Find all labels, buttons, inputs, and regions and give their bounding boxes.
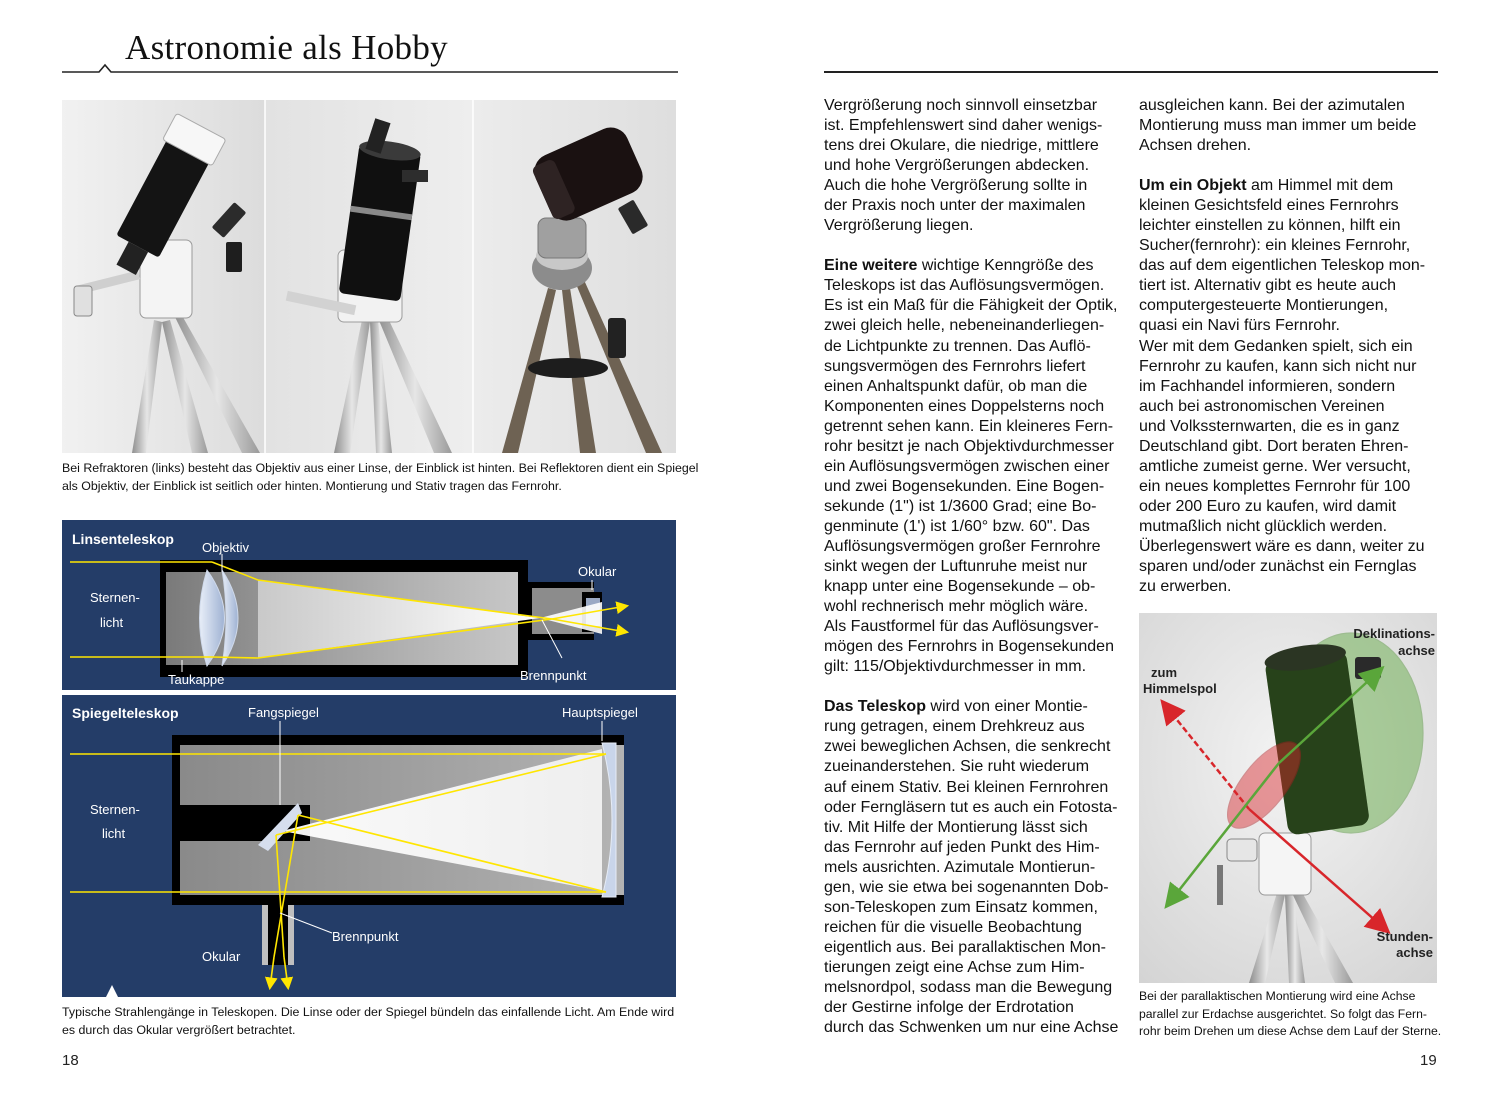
- paragraph: Vergrößerung noch sinnvoll einsetzbar ist. Empfehlenswert sind daher wenigs- tens drei Okulare, die niedrige, mittlere und hohe Vergrößerungen abdecken. Auch die hohe Vergrößerung sollte in der Praxis noch unter der maximalen Vergrößerung liegen.: [824, 97, 1103, 235]
- telescope-photos-illustration: [62, 100, 676, 453]
- label-okular-2: Okular: [202, 949, 241, 964]
- title-rule: [62, 62, 678, 76]
- label-brennpunkt-2: Brennpunkt: [332, 929, 399, 944]
- text-column-2: [1139, 96, 1439, 617]
- label-himmelspol-1: zum: [1151, 665, 1177, 680]
- label-stunden-2: achse: [1396, 945, 1433, 960]
- diagram-caption-line: es durch das Okular vergrößert betrachtet.: [62, 1023, 296, 1037]
- page-number-left: 18: [62, 1052, 79, 1069]
- photo-caption: [62, 459, 702, 495]
- label-okular: Okular: [578, 564, 617, 579]
- reflector-heading: Spiegelteleskop: [72, 705, 179, 721]
- lead-in-bold: Eine weitere: [824, 257, 918, 275]
- label-licht: licht: [100, 615, 124, 630]
- mount-caption-line: rohr beim Drehen um diese Achse dem Lauf der Sterne.: [1139, 1024, 1442, 1038]
- label-deklination-1: Deklinations-: [1353, 626, 1435, 641]
- lead-in-bold: Das Teleskop: [824, 698, 926, 716]
- label-himmelspol-2: Himmelspol: [1143, 681, 1217, 696]
- header-rule-right: [824, 71, 1438, 73]
- telescope-photos: [62, 100, 676, 453]
- mount-caption-line: Bei der parallaktischen Montierung wird eine Achse: [1139, 989, 1416, 1003]
- refractor-diagram: [62, 520, 676, 690]
- reflector-diagram-svg: [62, 695, 676, 997]
- reflector-diagram: [62, 695, 676, 997]
- label-hauptspiegel: Hauptspiegel: [562, 705, 638, 720]
- refractor-diagram-svg: [62, 520, 676, 690]
- text-column-1: [824, 96, 1124, 1058]
- label-licht-2: licht: [102, 826, 126, 841]
- label-deklination-2: achse: [1398, 643, 1435, 658]
- label-fangspiegel: Fangspiegel: [248, 705, 319, 720]
- diagram-caption-line: Typische Strahlengänge in Teleskopen. Die Linse oder der Spiegel bündeln das einfallende Licht. Am Ende wird: [62, 1005, 675, 1019]
- refractor-heading: Linsenteleskop: [72, 531, 174, 547]
- photo-caption-line: Bei Refraktoren (links) besteht das Objektiv aus einer Linse, der Einblick ist hinten. Bei Reflektoren dient ein Spiegel: [62, 461, 699, 475]
- label-sternen: Sternen-: [90, 590, 140, 605]
- label-objektiv: Objektiv: [202, 540, 249, 555]
- photo-caption-line: als Objektiv, der Einblick ist seitlich oder hinten. Montierung und Stativ tragen das Fernrohr.: [62, 479, 562, 493]
- paragraph: Das Teleskop wird von einer Montie- rung getragen, einem Drehkreuz aus zwei beweglichen Achsen, die senkrecht zueinanderstehen. Sie ruht wiederum auf einem Stativ. Bei kleinen Fernrohren oder Ferngläsern tut es auch ein Fotosta- tiv. Mit Hilfe der Montierung lässt sich das Fernrohr auf jeden Punkt des Him- mels ausrichten. Azimutale Montierun- gen, wie sie etwa bei sogenannten Dob- son-Teleskopen zum Einsatz kommen, reichen für die visuelle Beobachtung eigentlich aus. Bei parallaktischen Mon- tierungen zeigt eine Achse zum Him- melsnordpol, sodass man die Bewegung der Gestirne infolge der Erdrotation durch das Schwenken um nur eine Achse: [824, 698, 1119, 1037]
- label-stunden-1: Stunden-: [1376, 929, 1433, 944]
- page-number-right: 19: [1420, 1052, 1437, 1069]
- label-sternen-2: Sternen-: [90, 802, 140, 817]
- label-brennpunkt: Brennpunkt: [520, 668, 587, 683]
- lead-in-bold: Um ein Objekt: [1139, 177, 1247, 195]
- mount-caption: [1139, 988, 1459, 1041]
- paragraph: ausgleichen kann. Bei der azimutalen Montierung muss man immer um beide Achsen drehen.: [1139, 97, 1417, 155]
- paragraph: Um ein Objekt am Himmel mit dem kleinen Gesichtsfeld eines Fernrohrs leichter einstellen zu können, hilft ein Sucher(fernrohr): ein kleines Fernrohr, das auf dem eigentlichen Teleskop mon- tiert ist. Alternativ gibt es heute auch computergesteuerte Montierungen, quasi ein Navi fürs Fernrohr. Wer mit dem Gedanken spielt, sich ein Fernrohr zu kaufen, kann sich nicht nur im Fachhandel informieren, sondern auch bei astronomischen Vereinen und Volkssternwarten, die es in ganz Deutschland gibt. Dort beraten Ehren- amtliche zumeist gerne. Wer versucht, ein neues komplettes Fernrohr für 100 oder 200 Euro zu kaufen, wird damit mutmaßlich nicht glücklich werden. Überlegenswert wäre es dann, weiter zu sparen und/oder zunächst ein Fernglas zu erwerben.: [1139, 177, 1426, 596]
- mount-caption-line: parallel zur Erdachse ausgerichtet. So folgt das Fern-: [1139, 1006, 1427, 1021]
- mount-photo-illustration: [1139, 613, 1437, 983]
- label-taukappe: Taukappe: [168, 672, 225, 687]
- mount-photo: [1139, 613, 1437, 983]
- page-title: Astronomie als Hobby: [125, 28, 448, 67]
- paragraph: Eine weitere wichtige Kenngröße des Teleskops ist das Auflösungsvermögen. Es ist ein Maß für die Fähigkeit der Optik, zwei gleich helle, nebeneinanderliegen- de Lichtpunkte zu trennen. Das Auflö- sungsvermögen des Fernrohrs liefert einen Anhaltspunkt dafür, ob man die Komponenten eines Doppelsterns noch getrennt sehen kann. Ein kleineres Fern- rohr besitzt je nach Objektivdurchmesser ein Auflösungsvermögen zwischen einer und zwei Bogensekunden. Eine Bogen- sekunde (1") ist 1/3600 Grad; eine Bo- genminute (1') ist 1/60° bzw. 60". Das Auflösungsvermögen großer Fernrohre sinkt wegen der Luftunruhe meist nur knapp unter eine Bogensekunde – ob- wohl rechnerisch mehr möglich wäre. Als Faustformel für das Auflösungsver- mögen des Fernrohrs in Bogensekunden gilt: 115/Objektivdurchmesser in mm.: [824, 257, 1118, 676]
- diagram-caption: [62, 1003, 702, 1039]
